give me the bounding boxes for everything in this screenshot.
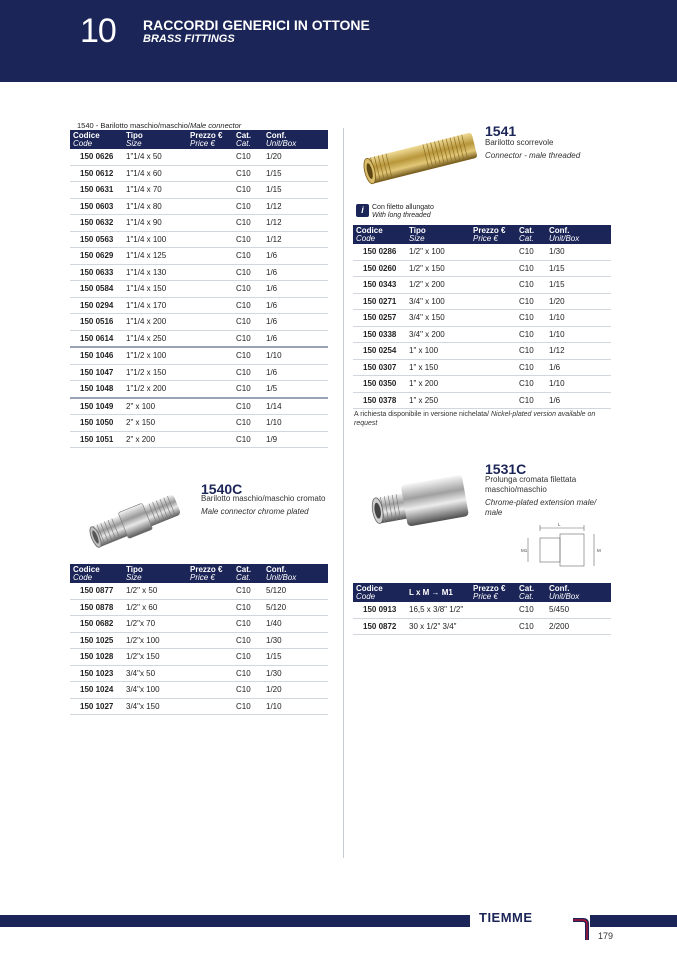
cell-conf: 1/6 [546,359,611,376]
cell-conf: 1/15 [263,182,328,199]
cell-conf: 1/5 [263,381,328,398]
caption-it: 1540 - Barilotto maschio/maschio/ [77,121,190,130]
cell-size: 1"1/2 x 150 [123,364,187,381]
cell-conf: 1/6 [263,364,328,381]
cell-conf: 1/20 [263,682,328,699]
col-header-price: Prezzo € Price € [470,225,516,244]
cell-conf: 5/120 [263,583,328,599]
desc-en: Chrome-plated extension male/ male [485,498,597,517]
table-row [70,165,328,182]
cell-conf: 1/6 [263,330,328,347]
cell-conf: 1/12 [263,198,328,215]
cell-price [187,264,233,281]
cell-size: 1" x 100 [406,343,470,360]
cell-conf: 1/15 [263,649,328,666]
cell-size: 3/4" x 200 [406,326,470,343]
drawing-label-m1: M1 [521,548,528,553]
cell-price [187,330,233,347]
cell-cat: C10 [516,326,546,343]
cell-size: 1" x 200 [406,376,470,393]
cell-conf: 1/10 [546,310,611,327]
table-1531c [353,583,611,635]
cell-code: 150 0878 [70,599,123,616]
cell-code: 150 0378 [353,392,406,409]
table-row [70,583,328,599]
table-row [70,698,328,715]
cell-cat: C10 [233,431,263,448]
cell-cat: C10 [233,314,263,331]
cell-code: 150 0294 [70,297,123,314]
cell-code: 150 0584 [70,281,123,298]
cell-price [187,415,233,432]
cell-cat: C10 [516,359,546,376]
cell-size: 1"1/4 x 200 [123,314,187,331]
cell-conf: 1/9 [263,431,328,448]
cell-code: 150 1023 [70,665,123,682]
table-row [353,359,611,376]
technical-drawing-1531c [518,520,608,575]
cell-conf: 1/12 [263,215,328,232]
cell-code: 150 0257 [353,310,406,327]
cell-size: 2" x 100 [123,398,187,415]
cell-cat: C10 [233,665,263,682]
col-header-price: Prezzo € Price € [187,130,233,149]
page-number: 179 [598,931,614,941]
cell-cat: C10 [516,618,546,635]
product-title-1540c: 1540C [201,481,243,497]
cell-price [187,364,233,381]
cell-code: 150 0633 [70,264,123,281]
cell-price [470,602,516,618]
cell-price [187,198,233,215]
cell-conf: 1/6 [263,297,328,314]
table-row [70,264,328,281]
cell-cat: C10 [516,376,546,393]
note-it: A richiesta disponibile in versione nichelata/ [354,411,490,418]
cell-code: 150 0632 [70,215,123,232]
cell-cat: C10 [233,381,263,398]
cell-conf: 1/15 [546,260,611,277]
cell-size: 1"1/4 x 130 [123,264,187,281]
cell-size: 1"1/4 x 250 [123,330,187,347]
cell-price [470,392,516,409]
cell-code: 150 0913 [353,602,406,618]
cell-code: 150 0614 [70,330,123,347]
cell-conf: 2/200 [546,618,611,635]
pipe-icon [573,912,591,940]
table-row [353,277,611,294]
table-row [70,231,328,248]
cell-cat: C10 [233,248,263,265]
cell-code: 150 1024 [70,682,123,699]
cell-conf: 5/450 [546,602,611,618]
cell-price [187,149,233,165]
cell-conf: 1/10 [263,415,328,432]
cell-cat: C10 [233,149,263,165]
col-header-code: Codice Code [353,225,406,244]
page-title: RACCORDI GENERICI IN OTTONE [143,17,370,33]
col-header-lxm: L x M → M1 [406,583,470,602]
col-header-conf: Conf. Unit/Box [263,130,328,149]
table-row [353,326,611,343]
cell-code: 150 1048 [70,381,123,398]
table-row [353,392,611,409]
cell-size: 1"1/4 x 100 [123,231,187,248]
cell-code: 150 0350 [353,376,406,393]
cell-cat: C10 [233,264,263,281]
cell-code: 150 1028 [70,649,123,666]
col-header-code: Codice Code [70,130,123,149]
cell-cat: C10 [233,583,263,599]
cell-conf: 1/40 [263,616,328,633]
page-header [0,0,677,82]
cell-conf: 1/30 [263,632,328,649]
cell-price [470,260,516,277]
cell-cat: C10 [233,231,263,248]
col-header-cat: Cat. Cat. [516,225,546,244]
cell-cat: C10 [233,364,263,381]
drawing-label-l: L [558,522,561,527]
table-row [70,649,328,666]
col-header-type: Tipo Size [123,564,187,583]
cell-conf: 5/120 [263,599,328,616]
col-header-type: Tipo Size [406,225,470,244]
table-1540c [70,564,328,715]
col-header-conf: Conf. Unit/Box [546,225,611,244]
cell-size: 1"1/2 x 100 [123,347,187,364]
cell-price [470,343,516,360]
col-header-cat: Cat. Cat. [233,130,263,149]
cell-size: 1/2" x 50 [123,583,187,599]
nickel-note [354,410,609,428]
cell-size: 1/2" x 100 [406,244,470,260]
cell-code: 150 0872 [353,618,406,635]
brand-logo: TIEMME [479,910,533,925]
cell-price [470,293,516,310]
table-row [353,618,611,635]
table-row [70,599,328,616]
cell-code: 150 0563 [70,231,123,248]
cell-cat: C10 [233,415,263,432]
cell-price [187,698,233,715]
cell-size: 30 x 1/2" 3/4" [406,618,470,635]
cell-cat: C10 [233,616,263,633]
cell-size: 1/2" x 200 [406,277,470,294]
cell-price [187,398,233,415]
page-subtitle: BRASS FITTINGS [143,33,235,45]
cell-cat: C10 [233,281,263,298]
cell-price [470,618,516,635]
table-row [70,281,328,298]
table-row [353,293,611,310]
cell-price [187,248,233,265]
col-header-cat: Cat. Cat. [233,564,263,583]
cell-code: 150 0254 [353,343,406,360]
product-desc-1531c [485,475,610,518]
cell-price [470,277,516,294]
product-image-1531c [364,468,479,538]
table-row [70,665,328,682]
table-row [70,198,328,215]
cell-price [470,376,516,393]
table-row [353,343,611,360]
cell-cat: C10 [233,347,263,364]
cell-conf: 1/12 [546,343,611,360]
table-row [353,310,611,327]
table-1540 [70,130,328,448]
cell-conf: 1/20 [263,149,328,165]
cell-price [187,682,233,699]
cell-conf: 1/15 [546,277,611,294]
cell-conf: 1/14 [263,398,328,415]
cell-size: 1"1/4 x 150 [123,281,187,298]
cell-conf: 1/15 [263,165,328,182]
cell-size: 1/2" x 150 [406,260,470,277]
drawing-label-m: M [597,548,601,553]
cell-code: 150 0626 [70,149,123,165]
col-header-code: Codice Code [70,564,123,583]
cell-price [470,244,516,260]
cell-conf: 1/20 [546,293,611,310]
cell-price [187,347,233,364]
cell-cat: C10 [233,632,263,649]
cell-cat: C10 [516,260,546,277]
cell-cat: C10 [516,392,546,409]
cell-price [187,649,233,666]
table-row [70,616,328,633]
cell-price [470,326,516,343]
cell-price [470,310,516,327]
col-header-price: Prezzo € Price € [470,583,516,602]
cell-cat: C10 [233,330,263,347]
section-1540-caption [77,121,241,130]
product-desc-1540c [201,494,326,517]
cell-conf: 1/10 [546,376,611,393]
table-row [70,398,328,415]
long-thread-it: Con filetto allungato [372,204,434,211]
caption-en: Male connector [189,121,242,130]
cell-price [187,616,233,633]
cell-price [187,381,233,398]
col-header-conf: Conf. Unit/Box [546,583,611,602]
desc-it: Barilotto scorrevole [485,138,554,147]
cell-size: 1/2"x 100 [123,632,187,649]
cell-cat: C10 [233,198,263,215]
cell-cat: C10 [233,215,263,232]
cell-size: 1/2" x 60 [123,599,187,616]
cell-code: 150 1025 [70,632,123,649]
cell-size: 1"1/2 x 200 [123,381,187,398]
cell-cat: C10 [233,297,263,314]
cell-price [187,665,233,682]
cell-size: 1/2"x 150 [123,649,187,666]
info-icon: i [356,204,369,217]
cell-cat: C10 [516,277,546,294]
cell-code: 150 0260 [353,260,406,277]
cell-conf: 1/6 [263,314,328,331]
cell-code: 150 0612 [70,165,123,182]
cell-price [187,314,233,331]
cell-price [187,297,233,314]
cell-conf: 1/6 [546,392,611,409]
col-header-type: Tipo Size [123,130,187,149]
cell-size: 3/4" x 100 [406,293,470,310]
table-row [70,182,328,199]
cell-cat: C10 [516,244,546,260]
cell-cat: C10 [233,599,263,616]
cell-code: 150 1047 [70,364,123,381]
cell-size: 1/2"x 70 [123,616,187,633]
cell-price [187,231,233,248]
col-header-price: Prezzo € Price € [187,564,233,583]
cell-conf: 1/10 [546,326,611,343]
cell-size: 3/4"x 150 [123,698,187,715]
desc-en: Male connector chrome plated [201,507,309,516]
cell-cat: C10 [233,682,263,699]
table-row [70,364,328,381]
cell-conf: 1/6 [263,248,328,265]
cell-conf: 1/30 [546,244,611,260]
cell-cat: C10 [233,165,263,182]
cell-cat: C10 [516,343,546,360]
cell-code: 150 0603 [70,198,123,215]
cell-size: 1"1/4 x 90 [123,215,187,232]
cell-conf: 1/6 [263,281,328,298]
cell-price [187,583,233,599]
cell-size: 2" x 200 [123,431,187,448]
cell-price [187,632,233,649]
cell-conf: 1/30 [263,665,328,682]
cell-cat: C10 [233,649,263,666]
cell-price [187,431,233,448]
cell-code: 150 0877 [70,583,123,599]
cell-size: 1"1/4 x 125 [123,248,187,265]
cell-cat: C10 [233,182,263,199]
product-title-1531c: 1531C [485,461,527,477]
table-row [70,682,328,699]
table-row [70,381,328,398]
table-row [70,330,328,347]
col-header-code: Codice Code [353,583,406,602]
cell-size: 1"1/4 x 80 [123,198,187,215]
product-desc-1541 [485,138,615,161]
cell-size: 3/4"x 50 [123,665,187,682]
desc-en: Connector - male threaded [485,151,581,160]
cell-code: 150 0307 [353,359,406,376]
cell-cat: C10 [516,310,546,327]
long-thread-note [356,204,434,220]
table-row [353,260,611,277]
table-row [353,376,611,393]
table-row [353,244,611,260]
table-row [353,602,611,618]
cell-size: 16,5 x 3/8" 1/2" [406,602,470,618]
cell-price [187,599,233,616]
cell-code: 150 0516 [70,314,123,331]
cell-code: 150 1051 [70,431,123,448]
table-row [70,347,328,364]
cell-code: 150 1050 [70,415,123,432]
product-image-1541 [356,128,481,188]
cell-code: 150 0629 [70,248,123,265]
cell-code: 150 0343 [353,277,406,294]
cell-conf: 1/12 [263,231,328,248]
cell-size: 1" x 150 [406,359,470,376]
cell-size: 1"1/4 x 70 [123,182,187,199]
table-row [70,431,328,448]
col-header-cat: Cat. Cat. [516,583,546,602]
cell-size: 1" x 250 [406,392,470,409]
cell-conf: 1/6 [263,264,328,281]
cell-price [187,281,233,298]
table-row [70,632,328,649]
product-title-1541: 1541 [485,123,517,139]
cell-size: 2" x 150 [123,415,187,432]
cell-price [187,215,233,232]
cell-code: 150 1049 [70,398,123,415]
cell-price [470,359,516,376]
long-thread-en: With long threaded [372,212,431,219]
cell-size: 1"1/4 x 50 [123,149,187,165]
cell-cat: C10 [516,293,546,310]
table-row [70,248,328,265]
cell-cat: C10 [516,602,546,618]
note-en: Nickel-plated version available on request [354,411,596,427]
cell-conf: 1/10 [263,698,328,715]
cell-code: 150 1027 [70,698,123,715]
cell-code: 150 1046 [70,347,123,364]
cell-code: 150 0631 [70,182,123,199]
table-row [70,314,328,331]
table-row [70,415,328,432]
cell-code: 150 0682 [70,616,123,633]
cell-size: 1"1/4 x 170 [123,297,187,314]
cell-cat: C10 [233,698,263,715]
cell-code: 150 0338 [353,326,406,343]
product-image-1540c [80,490,190,550]
desc-it: Barilotto maschio/maschio cromato [201,494,326,503]
table-1541 [353,225,611,409]
cell-conf: 1/10 [263,347,328,364]
column-divider [343,128,344,858]
chapter-number: 10 [80,12,116,50]
cell-size: 3/4"x 100 [123,682,187,699]
table-row [70,297,328,314]
cell-size: 3/4" x 150 [406,310,470,327]
cell-code: 150 0286 [353,244,406,260]
desc-it: Prolunga cromata filettata maschio/maschio [485,475,577,494]
cell-price [187,165,233,182]
cell-size: 1"1/4 x 60 [123,165,187,182]
table-row [70,215,328,232]
cell-code: 150 0271 [353,293,406,310]
col-header-conf: Conf. Unit/Box [263,564,328,583]
cell-price [187,182,233,199]
cell-cat: C10 [233,398,263,415]
table-row [70,149,328,165]
